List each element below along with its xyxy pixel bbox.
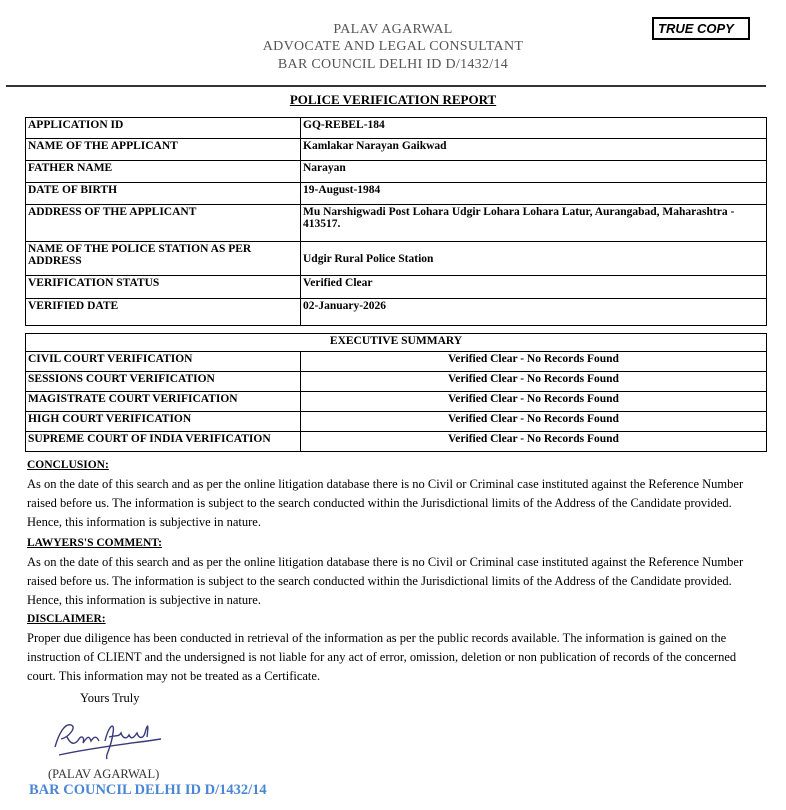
- closing: Yours Truly: [80, 691, 140, 705]
- summary-row: [26, 372, 767, 392]
- detail-value: 02-January-2026: [301, 299, 767, 326]
- advocate-name: PALAV AGARWAL: [333, 22, 453, 37]
- header-divider: [6, 85, 766, 87]
- detail-row: [26, 242, 767, 276]
- detail-value: Kamlakar Narayan Gaikwad: [301, 139, 767, 161]
- summary-label: MAGISTRATE COURT VERIFICATION: [26, 392, 301, 412]
- conclusion-section: [27, 456, 762, 532]
- summary-heading: EXECUTIVE SUMMARY: [26, 334, 767, 352]
- signatory-name: (PALAV AGARWAL): [48, 767, 160, 781]
- signature-image: [45, 715, 165, 765]
- summary-value: Verified Clear - No Records Found: [301, 412, 767, 432]
- detail-value: Verified Clear: [301, 276, 767, 299]
- detail-row: [26, 205, 767, 242]
- summary-row: [26, 392, 767, 412]
- advocate-bar-id: BAR COUNCIL DELHI ID D/1432/14: [277, 57, 509, 72]
- detail-value: Udgir Rural Police Station: [301, 242, 767, 276]
- disclaimer-text: Proper due diligence has been conducted in retrieval of the information as per the public records available. The information is gained on the instruction of CLIENT and the undersigned is not liable for any act of error, omission, deletion or non publication of records of the concerned court. This information may not be treated as a Certificate.: [27, 631, 737, 683]
- detail-row: [26, 139, 767, 161]
- detail-label: VERIFICATION STATUS: [26, 276, 301, 299]
- detail-value: Mu Narshigwadi Post Lohara Udgir Lohara Lohara Latur, Aurangabad, Maharashtra - 413517.: [301, 205, 767, 242]
- detail-label: VERIFIED DATE: [26, 299, 301, 326]
- summary-value: Verified Clear - No Records Found: [301, 352, 767, 372]
- detail-value: Narayan: [301, 161, 767, 183]
- detail-label: NAME OF THE POLICE STATION AS PER ADDRESS: [26, 242, 301, 276]
- summary-value: Verified Clear - No Records Found: [301, 432, 767, 452]
- detail-row: [26, 276, 767, 299]
- advocate-title: ADVOCATE AND LEGAL CONSULTANT: [262, 39, 524, 54]
- lawyers-comment-text: As on the date of this search and as per the online litigation database there is no Civil or Criminal case instituted against the Reference Number raised before us. The information is subject to the search conducted within the Jurisdictional limits of the Address of the Candidate provided. Hence, this information is subjective in nature.: [27, 555, 744, 607]
- disclaimer-section: [27, 610, 762, 686]
- summary-row: [26, 432, 767, 452]
- details-table: [25, 117, 767, 326]
- summary-row: [26, 412, 767, 432]
- conclusion-text: As on the date of this search and as per the online litigation database there is no Civil or Criminal case instituted against the Reference Number raised before us. The information is subject to the search conducted within the Jurisdictional limits of the Address of the Candidate provided. Hence, this information is subjective in nature.: [27, 477, 744, 529]
- detail-row: [26, 183, 767, 205]
- summary-row: [26, 352, 767, 372]
- detail-label: APPLICATION ID: [26, 118, 301, 139]
- detail-label: NAME OF THE APPLICANT: [26, 139, 301, 161]
- executive-summary-table: [25, 333, 767, 452]
- summary-label: SUPREME COURT OF INDIA VERIFICATION: [26, 432, 301, 452]
- detail-label: ADDRESS OF THE APPLICANT: [26, 205, 301, 242]
- detail-value: 19-August-1984: [301, 183, 767, 205]
- detail-row: [26, 299, 767, 326]
- detail-row: [26, 118, 767, 139]
- summary-label: HIGH COURT VERIFICATION: [26, 412, 301, 432]
- summary-label: CIVIL COURT VERIFICATION: [26, 352, 301, 372]
- true-copy-stamp: TRUE COPY: [652, 17, 750, 40]
- summary-label: SESSIONS COURT VERIFICATION: [26, 372, 301, 392]
- lawyers-comment-heading: LAWYERS'S COMMENT:: [27, 537, 162, 549]
- detail-label: FATHER NAME: [26, 161, 301, 183]
- summary-value: Verified Clear - No Records Found: [301, 372, 767, 392]
- detail-value: GQ-REBEL-184: [301, 118, 767, 139]
- signatory-bar-id: BAR COUNCIL DELHI ID D/1432/14: [29, 782, 267, 798]
- detail-row: [26, 161, 767, 183]
- summary-value: Verified Clear - No Records Found: [301, 392, 767, 412]
- lawyers-comment-section: [27, 534, 762, 610]
- detail-label: DATE OF BIRTH: [26, 183, 301, 205]
- report-title: POLICE VERIFICATION REPORT: [289, 92, 497, 107]
- disclaimer-heading: DISCLAIMER:: [27, 613, 106, 625]
- conclusion-heading: CONCLUSION:: [27, 459, 109, 471]
